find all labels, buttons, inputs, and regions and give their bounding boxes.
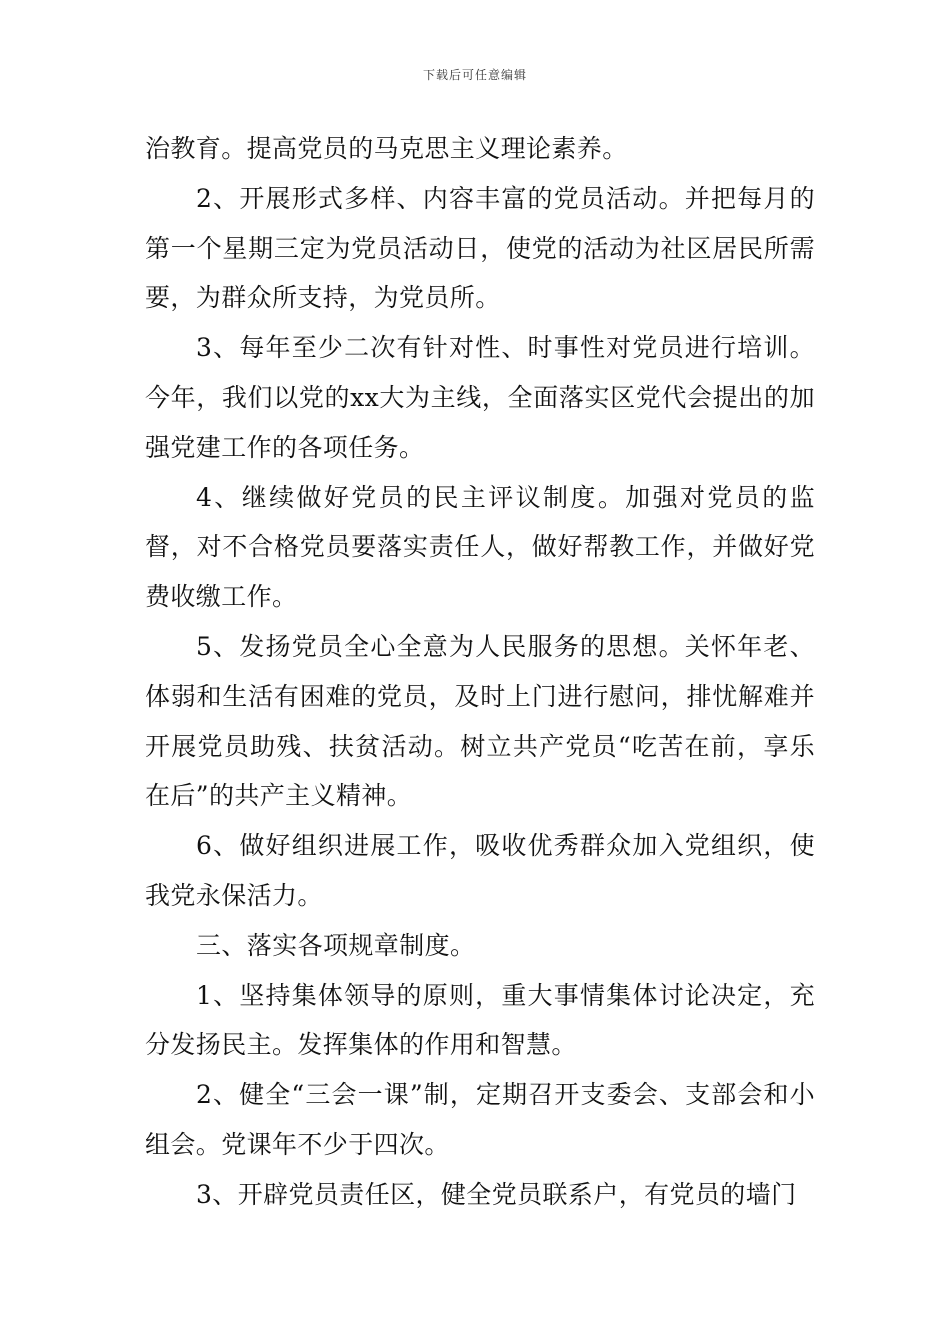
paragraph-4: 4、继续做好党员的民主评议制度。加强对党员的监督，对不合格党员要落实责任人，做好帮教工作，并做好党费收缴工作。	[145, 482, 815, 612]
paragraph-6: 6、做好组织进展工作，吸收优秀群众加入党组织，使我党永保活力。	[145, 831, 815, 910]
paragraph-7: 1、坚持集体领导的原则，重大事情集体讨论决定，充分发扬民主。发挥集体的作用和智慧。	[145, 980, 815, 1060]
paragraph-3: 3、每年至少二次有针对性、时事性对党员进行培训。今年，我们以党的xx大为主线，全面落实区党代会提出的加强党建工作的各项任务。	[145, 333, 815, 462]
paragraph-2: 2、开展形式多样、内容丰富的党员活动。并把每月的第一个星期三定为党员活动日，使党的活动为社区居民所需要，为群众所支持，为党员所。	[145, 183, 815, 313]
paragraph-9: 3、开辟党员责任区，健全党员联系户，有党员的墙门	[196, 1179, 797, 1209]
document-body	[145, 124, 815, 1220]
paragraph-8: 2、健全“三会一课”制，定期召开支委会、支部会和小组会。党课年不少于四次。	[145, 1080, 815, 1159]
paragraph-1: 治教育。提高党员的马克思主义理论素养。	[145, 134, 628, 163]
paragraph-5: 5、发扬党员全心全意为人民服务的思想。关怀年老、体弱和生活有困难的党员，及时上门进行慰问，排忧解难并开展党员助残、扶贫活动。树立共产党员“吃苦在前，享乐在后”的共产主义精神。	[145, 631, 815, 811]
page-header: 下载后可任意编辑	[422, 68, 527, 82]
section-heading: 三、落实各项规章制度。	[196, 930, 476, 960]
